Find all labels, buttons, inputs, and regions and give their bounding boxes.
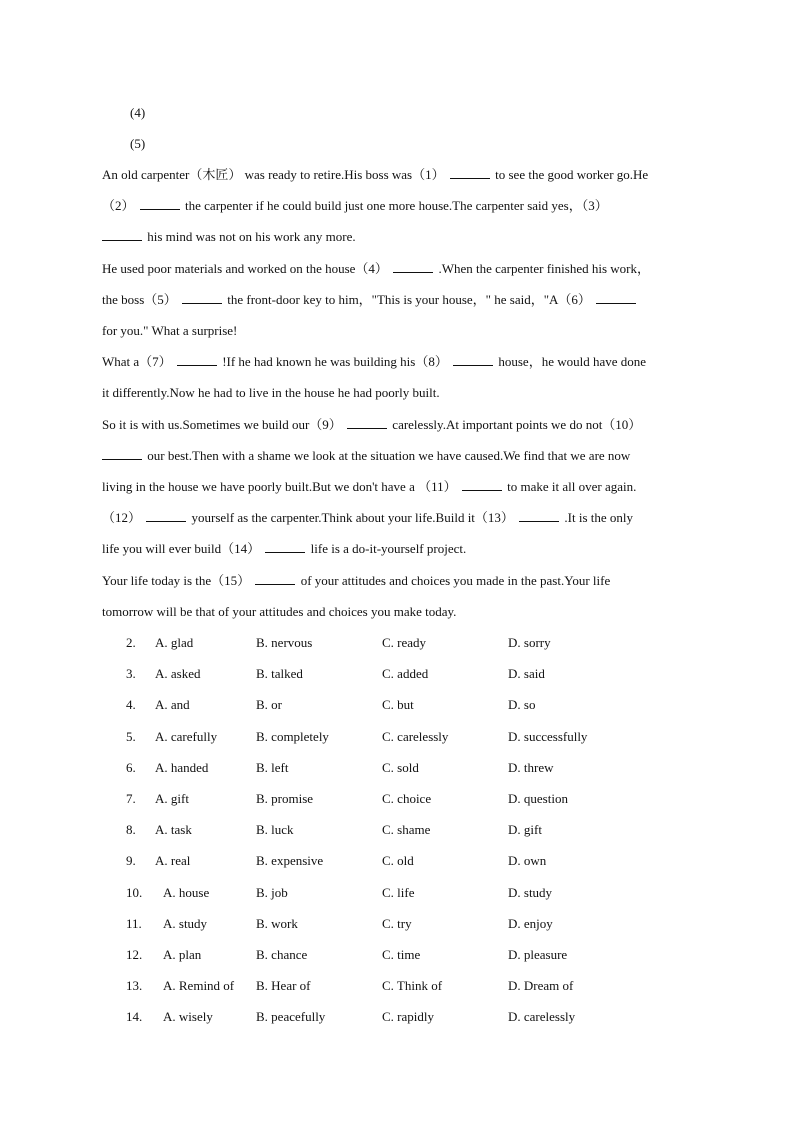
passage-line: it differently.Now he had to live in the house he had poorly built. (102, 385, 440, 400)
passage-text: to make it all over again. (507, 479, 637, 494)
passage-text: （12） (102, 510, 142, 525)
passage-text: life is a do-it-yourself project. (310, 541, 467, 556)
option-c: C. sold (382, 760, 419, 775)
passage-text: .When the carpenter finished his work， (438, 261, 650, 276)
option-b: B. Hear of (256, 978, 311, 993)
option-b: B. chance (256, 947, 308, 962)
option-d: D. carelessly (508, 1009, 576, 1024)
option-a: A. handed (155, 760, 209, 775)
option-a: A. plan (163, 947, 202, 962)
passage-text: An old carpenter（木匠） was ready to retire.His boss was（1） (102, 167, 445, 182)
answer-blank-5 (182, 292, 222, 304)
passage-text: living in the house we have poorly built.But we don't have a （11） (102, 479, 457, 494)
question-number: 8. (126, 822, 136, 837)
passage-text: Your life today is the（15） (102, 573, 251, 588)
passage-text: to see the good worker go.He (495, 167, 649, 182)
passage-text: carelessly.At important points we do not（10） (392, 417, 642, 432)
option-c: C. shame (382, 822, 431, 837)
answer-blank-6 (596, 292, 636, 304)
question-number: 3. (126, 666, 136, 681)
question-number: 11. (126, 916, 142, 931)
passage-line (102, 167, 702, 183)
option-c: C. life (382, 885, 415, 900)
option-a: A. real (155, 853, 191, 868)
passage-text: house，he would have done (498, 354, 647, 369)
option-row (0, 696, 794, 714)
option-a: A. glad (155, 635, 194, 650)
option-c: C. old (382, 853, 414, 868)
option-c: C. ready (382, 635, 427, 650)
option-a: A. gift (155, 791, 189, 806)
option-row (0, 946, 794, 964)
answer-blank-15 (255, 573, 295, 585)
option-b: B. luck (256, 822, 294, 837)
option-row (0, 821, 794, 839)
option-d: D. enjoy (508, 916, 553, 931)
answer-blank-3 (102, 229, 142, 241)
option-d: D. so (508, 697, 536, 712)
passage-text: our best.Then with a shame we look at the situation we have caused.We find that we are now (147, 448, 631, 463)
option-row (0, 977, 794, 995)
answer-blank-14 (265, 541, 305, 553)
option-row (0, 884, 794, 902)
passage-text: He used poor materials and worked on the house（4） (102, 261, 388, 276)
passage-line (102, 573, 702, 589)
passage-line: tomorrow will be that of your attitudes and choices you make today. (102, 604, 457, 619)
option-b: B. talked (256, 666, 303, 681)
passage-line (102, 510, 702, 526)
option-d: D. pleasure (508, 947, 568, 962)
option-row (0, 728, 794, 746)
answer-blank-12 (146, 510, 186, 522)
question-number: 12. (126, 947, 143, 962)
passage-line (102, 229, 702, 245)
option-c: C. try (382, 916, 412, 931)
option-b: B. work (256, 916, 298, 931)
option-a: A. task (155, 822, 192, 837)
question-number: 14. (126, 1009, 143, 1024)
option-a: A. carefully (155, 729, 218, 744)
option-a: A. asked (155, 666, 201, 681)
passage-line (102, 479, 702, 495)
question-number: 2. (126, 635, 136, 650)
option-c: C. choice (382, 791, 432, 806)
answer-blank-13 (519, 510, 559, 522)
answer-blank-10 (102, 448, 142, 460)
passage-line (102, 261, 702, 277)
answer-blank-1 (450, 167, 490, 179)
passage-text: life you will ever build（14） (102, 541, 261, 556)
option-row (0, 759, 794, 777)
question-number: 4. (126, 697, 136, 712)
passage-text: yourself as the carpenter.Think about your life.Build it（13） (191, 510, 514, 525)
option-b: B. expensive (256, 853, 324, 868)
option-a: A. and (155, 697, 190, 712)
option-b: B. peacefully (256, 1009, 326, 1024)
passage-line (102, 198, 702, 214)
passage-text: the boss（5） (102, 292, 177, 307)
option-row (0, 634, 794, 652)
passage-line (102, 292, 702, 308)
option-d: D. sorry (508, 635, 551, 650)
passage-text: What a（7） (102, 354, 172, 369)
question-number: 13. (126, 978, 143, 993)
question-number: 10. (126, 885, 143, 900)
option-a: A. study (163, 916, 208, 931)
header-item-4: (4) (130, 105, 146, 120)
answer-blank-11 (462, 479, 502, 491)
passage-text: So it is with us.Sometimes we build our（9） (102, 417, 342, 432)
answer-blank-8 (453, 354, 493, 366)
passage-text: the carpenter if he could build just one more house.The carpenter said yes，（3） (185, 198, 608, 213)
option-row (0, 852, 794, 870)
option-b: B. job (256, 885, 288, 900)
option-c: C. Think of (382, 978, 443, 993)
answer-blank-7 (177, 354, 217, 366)
option-a: A. Remind of (163, 978, 235, 993)
option-b: B. nervous (256, 635, 313, 650)
option-d: D. Dream of (508, 978, 574, 993)
answer-blank-9 (347, 417, 387, 429)
option-row (0, 1008, 794, 1026)
option-d: D. threw (508, 760, 554, 775)
option-row (0, 665, 794, 683)
option-a: A. wisely (163, 1009, 213, 1024)
option-a: A. house (163, 885, 210, 900)
passage-line (102, 417, 702, 433)
passage-text: （2） (102, 198, 135, 213)
option-b: B. completely (256, 729, 329, 744)
question-number: 9. (126, 853, 136, 868)
header-item-5: (5) (130, 136, 146, 151)
option-d: D. gift (508, 822, 542, 837)
passage-text: his mind was not on his work any more. (147, 229, 356, 244)
option-b: B. promise (256, 791, 314, 806)
answer-blank-4 (393, 261, 433, 273)
passage-line: for you." What a surprise! (102, 323, 238, 338)
passage-text: .It is the only (564, 510, 634, 525)
option-c: C. carelessly (382, 729, 449, 744)
passage-line (102, 354, 702, 370)
option-b: B. or (256, 697, 282, 712)
question-number: 6. (126, 760, 136, 775)
passage-line (102, 541, 702, 557)
question-number: 5. (126, 729, 136, 744)
option-d: D. said (508, 666, 545, 681)
passage-text: !If he had known he was building his（8） (222, 354, 448, 369)
option-c: C. added (382, 666, 429, 681)
option-row (0, 790, 794, 808)
option-b: B. left (256, 760, 289, 775)
option-c: C. time (382, 947, 421, 962)
question-number: 7. (126, 791, 136, 806)
answer-blank-2 (140, 198, 180, 210)
option-row (0, 915, 794, 933)
passage-text: the front-door key to him，"This is your house，" he said，"A（6） (227, 292, 591, 307)
option-c: C. but (382, 697, 414, 712)
option-d: D. own (508, 853, 547, 868)
option-d: D. question (508, 791, 568, 806)
passage-text: of your attitudes and choices you made in the past.Your life (300, 573, 611, 588)
passage-line (102, 448, 702, 464)
option-d: D. successfully (508, 729, 588, 744)
option-c: C. rapidly (382, 1009, 434, 1024)
option-d: D. study (508, 885, 553, 900)
